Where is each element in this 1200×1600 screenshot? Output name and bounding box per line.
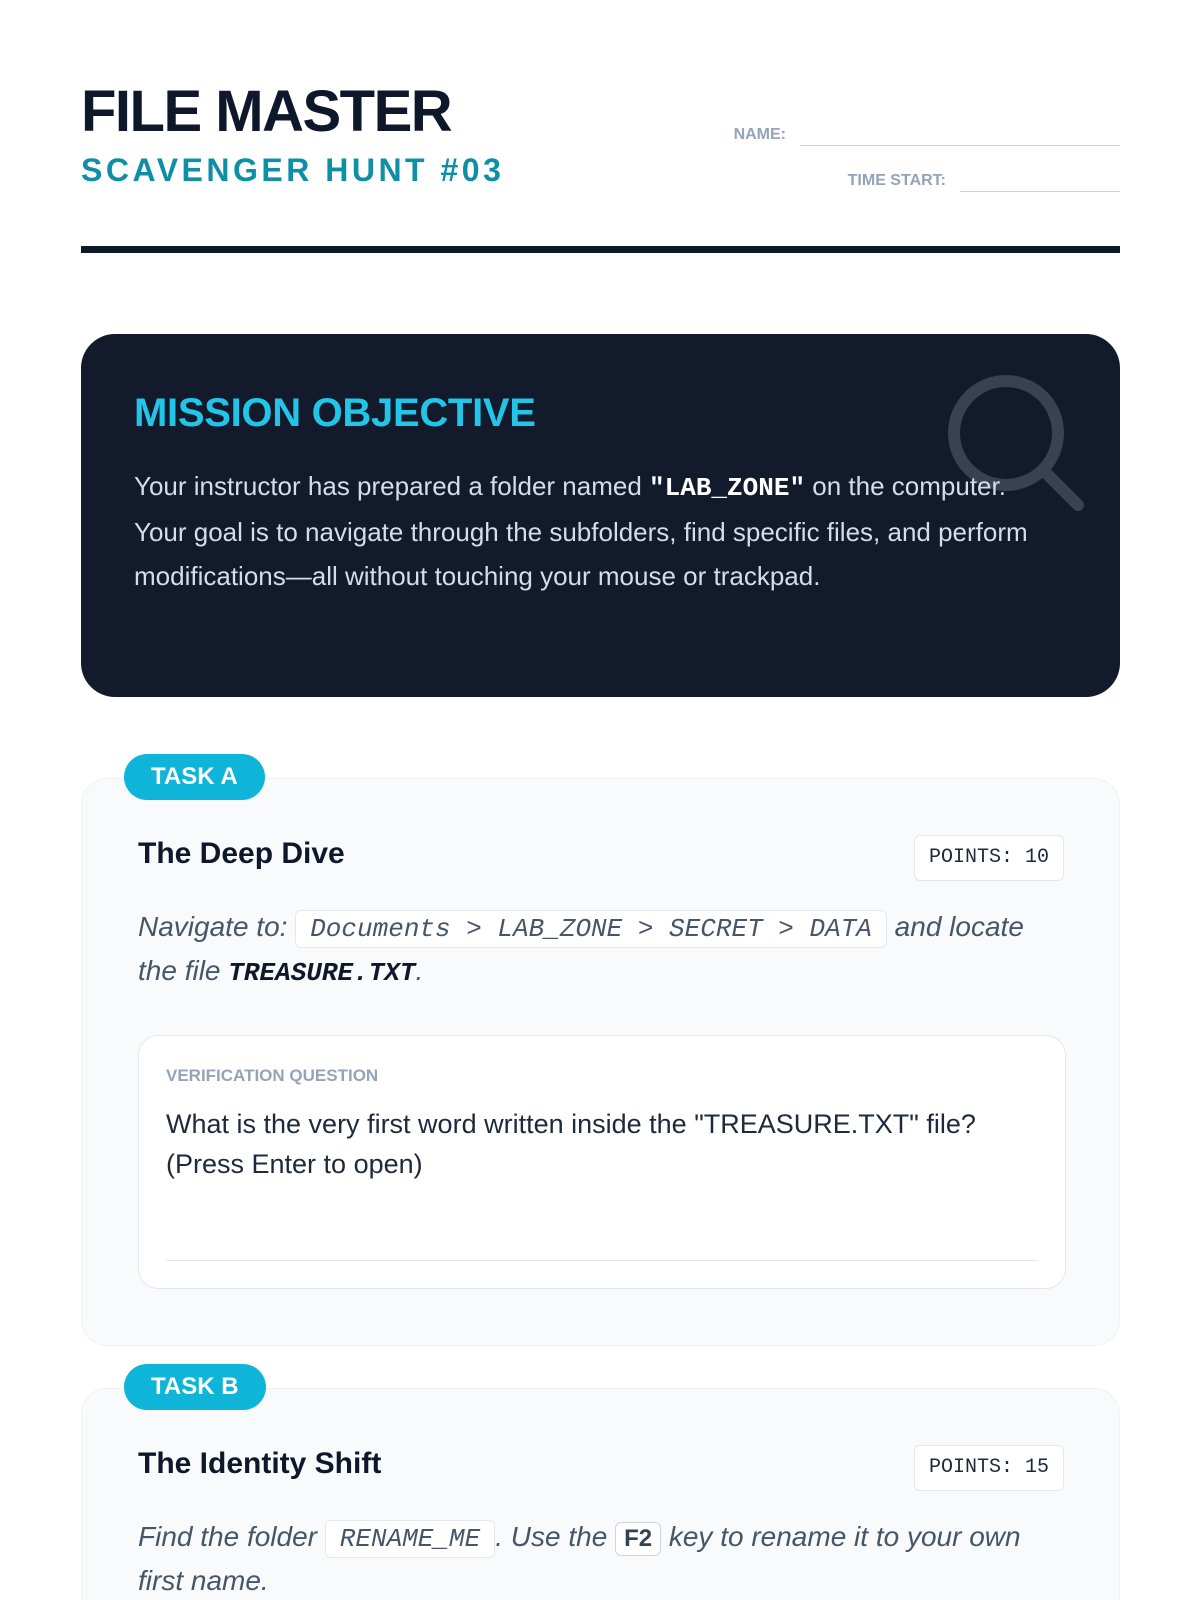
page-subtitle: SCAVENGER HUNT #03 (81, 152, 505, 188)
task-b-points-badge: POINTS: 15 (914, 1445, 1064, 1491)
name-line[interactable] (800, 120, 1120, 146)
mission-panel (81, 334, 1120, 697)
verification-question: What is the very first word written inside the "TREASURE.TXT" file? (Press Enter to open) (166, 1109, 976, 1179)
verification-label: VERIFICATION QUESTION (166, 1066, 379, 1085)
task-a-points-badge: POINTS: 10 (914, 835, 1064, 881)
task-a-instruction-mid: and locate the file (138, 911, 1024, 986)
header-divider (81, 246, 1120, 253)
name-field (734, 120, 1120, 146)
task-a-path-code: Documents > LAB_ZONE > SECRET > DATA (295, 910, 887, 948)
time-start-label: TIME START: (847, 172, 946, 189)
mission-text-after: on the computer. Your goal is to navigate through the subfolders, find specific files, and perform modifications—all without touching your mouse or trackpad. (134, 471, 1028, 591)
task-b-instruction (138, 1515, 1068, 1600)
task-a-label: TASK A (124, 754, 265, 800)
time-start-line[interactable] (960, 166, 1120, 192)
task-b-folder-code: RENAME_ME (325, 1520, 495, 1558)
task-a-instruction-prefix: Navigate to: (138, 911, 296, 942)
task-b-instruction-prefix: Find the folder (138, 1521, 325, 1552)
mission-text-before: Your instructor has prepared a folder named (134, 471, 650, 501)
mission-text (134, 464, 1034, 598)
answer-line[interactable] (166, 1260, 1038, 1261)
mission-folder-code: "LAB_ZONE" (649, 473, 806, 503)
task-card-b (81, 1388, 1120, 1600)
mission-title: MISSION OBJECTIVE (134, 391, 536, 435)
task-b-title: The Identity Shift (138, 1447, 382, 1480)
task-a-title: The Deep Dive (138, 837, 345, 870)
task-a-instruction (138, 905, 1068, 995)
verification-box (138, 1035, 1066, 1289)
task-a-instruction-end: . (415, 955, 424, 986)
worksheet-header (81, 80, 1120, 250)
task-b-instruction-mid: . Use the (495, 1521, 616, 1552)
f2-key: F2 (615, 1522, 661, 1556)
task-b-label: TASK B (124, 1364, 266, 1410)
task-card-a (81, 778, 1120, 1346)
time-start-field (848, 166, 1120, 192)
task-b-instruction-end: key to rename it to your own first name. (138, 1521, 1021, 1596)
page-title: FILE MASTER (81, 79, 452, 144)
task-a-file-code: TREASURE.TXT (228, 958, 416, 988)
name-label: NAME: (733, 126, 786, 143)
